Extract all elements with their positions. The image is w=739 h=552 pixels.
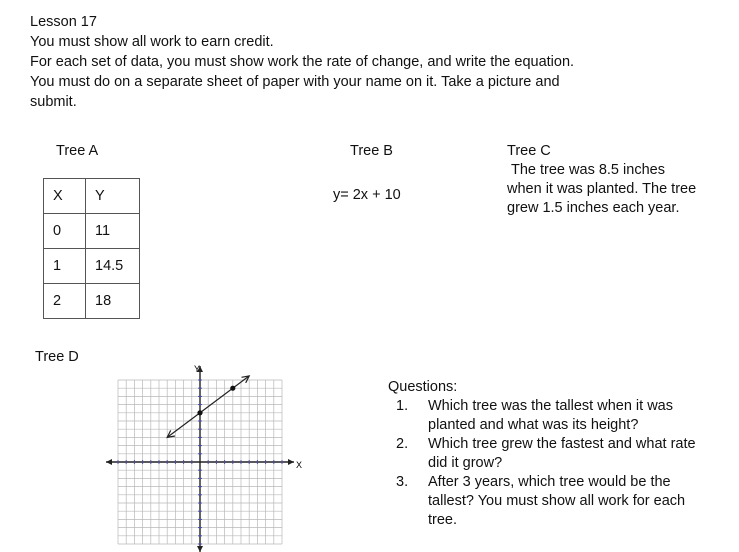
- instructions: [30, 12, 574, 112]
- question-number: 3.: [396, 474, 409, 490]
- question-number: 1.: [396, 398, 409, 414]
- tree-c-text: The tree was 8.5 inches when it was planted. The tree grew 1.5 inches each year.: [507, 162, 697, 216]
- table-cell: 11: [86, 214, 140, 249]
- question-text: Which tree grew the fastest and what rate did it grow?: [428, 436, 696, 471]
- questions-block: [388, 378, 698, 530]
- tree-b-equation: y= 2x + 10: [333, 187, 401, 203]
- x-axis-label: X: [296, 460, 303, 470]
- data-point: [230, 386, 235, 391]
- x-axis-arrow-right-icon: [288, 459, 294, 465]
- y-axis-arrow-down-icon: [197, 546, 203, 552]
- tree-a-table: [43, 178, 140, 319]
- instruction-line: You must do on a separate sheet of paper with your name on it. Take a picture and: [30, 74, 560, 90]
- table-header-row: [44, 179, 140, 214]
- table-cell: 18: [86, 284, 140, 319]
- table-row: [44, 249, 140, 284]
- question-text: After 3 years, which tree would be the tallest? You must show all work for each tree.: [428, 474, 686, 528]
- y-axis-label: Y: [194, 364, 201, 374]
- questions-heading: Questions:: [388, 379, 458, 395]
- table-cell: 14.5: [86, 249, 140, 284]
- x-axis-arrow-left-icon: [106, 459, 112, 465]
- tree-d-graph: [100, 360, 310, 552]
- table-row: [44, 214, 140, 249]
- table-header-y: Y: [86, 179, 140, 214]
- questions-list: [388, 397, 698, 530]
- question-number: 2.: [396, 436, 409, 452]
- tree-c-description: [507, 161, 697, 218]
- table-row: [44, 284, 140, 319]
- instruction-line: You must show all work to earn credit.: [30, 34, 274, 50]
- tree-a-title: Tree A: [56, 143, 99, 159]
- list-item: [388, 435, 698, 473]
- question-text: Which tree was the tallest when it was planted and what was its height?: [428, 398, 673, 433]
- instruction-line: For each set of data, you must show work the rate of change, and write the equation.: [30, 54, 575, 70]
- table-cell: 2: [44, 284, 86, 319]
- data-point: [197, 410, 202, 415]
- list-item: [388, 397, 698, 435]
- instruction-line: submit.: [30, 94, 77, 110]
- table-header-x: X: [44, 179, 86, 214]
- table-cell: 1: [44, 249, 86, 284]
- list-item: [388, 473, 698, 530]
- tree-d-title: Tree D: [35, 349, 79, 365]
- table-cell: 0: [44, 214, 86, 249]
- tree-b-title: Tree B: [350, 143, 393, 159]
- lesson-title: Lesson 17: [30, 14, 97, 30]
- tree-c-title: Tree C: [507, 143, 551, 159]
